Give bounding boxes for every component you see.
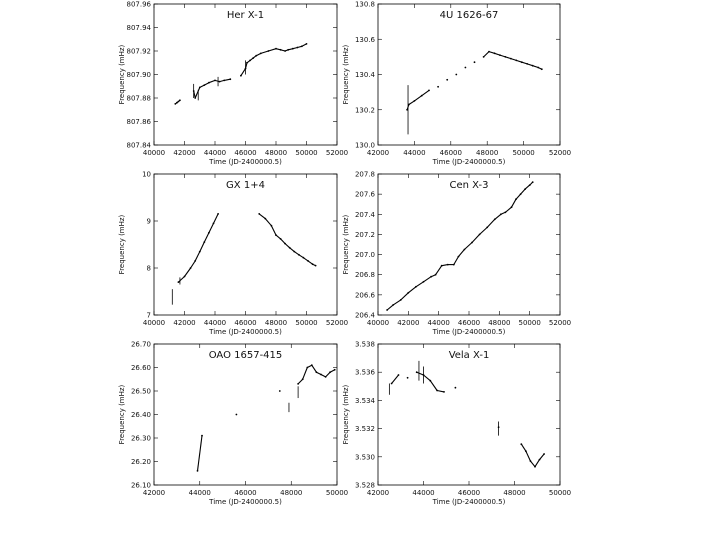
y-tick-label: 130.6	[354, 35, 375, 44]
panel-title: 4U 1626-67	[439, 10, 499, 21]
data-point	[474, 61, 476, 63]
y-tick-label: 130.2	[354, 106, 375, 115]
x-tick-label: 44000	[412, 489, 435, 497]
x-tick-label: 48000	[280, 489, 303, 497]
x-tick-label: 44000	[203, 149, 227, 157]
y-tick-label: 3.528	[354, 481, 375, 490]
y-tick-label: 207.4	[354, 210, 375, 219]
y-tick-label: 207.6	[354, 190, 375, 199]
y-tick-label: 26.50	[130, 387, 151, 396]
x-tick-label: 42000	[366, 149, 390, 157]
panel-title: OAO 1657-415	[208, 350, 283, 361]
x-tick-label: 50000	[512, 149, 535, 157]
x-tick-label: 42000	[397, 319, 420, 327]
x-tick-label: 42000	[173, 149, 196, 157]
x-tick-label: 48000	[264, 319, 288, 327]
y-tick-label: 206.8	[354, 271, 375, 280]
data-point	[407, 377, 409, 379]
x-tick-label: 46000	[457, 489, 481, 497]
y-axis-label: Frequency (mHz)	[342, 44, 350, 105]
panel-title: GX 1+4	[226, 180, 265, 191]
panel-title: Cen X-3	[449, 180, 489, 191]
y-tick-label: 807.84	[126, 141, 151, 150]
y-tick-label: 807.88	[126, 94, 151, 103]
y-tick-label: 807.94	[126, 24, 151, 32]
x-tick-label: 46000	[234, 149, 257, 157]
x-tick-label: 52000	[548, 319, 572, 327]
x-tick-label: 46000	[439, 149, 462, 157]
y-axis-label: Frequency (mHz)	[342, 214, 350, 275]
y-tick-label: 9	[146, 217, 151, 226]
x-tick-label: 48000	[503, 489, 526, 497]
y-tick-label: 8	[146, 264, 151, 273]
x-axis-label: Time (JD-2400000.5)	[209, 158, 282, 166]
x-tick-label: 50000	[325, 489, 349, 497]
x-tick-label: 40000	[366, 319, 390, 327]
x-tick-label: 52000	[548, 149, 572, 157]
x-axis-label: Time (JD-2400000.5)	[209, 498, 282, 506]
y-tick-label: 207.8	[354, 170, 375, 179]
y-axis-label: Frequency (mHz)	[118, 384, 126, 445]
x-axis-label: Time (JD-2400000.5)	[209, 328, 282, 336]
y-tick-label: 3.536	[354, 368, 375, 377]
y-axis-label: Frequency (mHz)	[342, 384, 350, 445]
x-tick-label: 46000	[234, 319, 257, 327]
y-tick-label: 130.0	[354, 141, 375, 150]
panel-title: Vela X-1	[448, 350, 490, 361]
x-tick-label: 52000	[325, 149, 349, 157]
y-tick-label: 26.30	[130, 434, 151, 443]
x-tick-label: 46000	[234, 489, 257, 497]
x-tick-label: 50000	[295, 149, 318, 157]
data-point	[455, 74, 457, 76]
x-tick-label: 40000	[142, 319, 166, 327]
x-tick-label: 44000	[403, 149, 426, 157]
y-tick-label: 207.0	[354, 251, 375, 260]
data-point	[465, 67, 467, 69]
x-tick-label: 44000	[188, 489, 211, 497]
x-tick-label: 42000	[366, 489, 390, 497]
data-point	[279, 390, 281, 392]
x-tick-label: 48000	[488, 319, 511, 327]
y-tick-label: 207.2	[354, 230, 375, 239]
y-tick-label: 26.70	[130, 340, 151, 349]
x-tick-label: 44000	[427, 319, 450, 327]
x-tick-label: 50000	[518, 319, 541, 327]
y-tick-label: 26.20	[130, 458, 151, 466]
y-tick-label: 26.60	[130, 364, 151, 372]
y-tick-label: 807.92	[126, 47, 151, 56]
y-tick-label: 807.96	[126, 0, 151, 9]
y-tick-label: 3.534	[354, 396, 375, 405]
y-axis-label: Frequency (mHz)	[118, 44, 126, 105]
y-tick-label: 7	[146, 311, 151, 320]
y-tick-label: 26.10	[130, 481, 151, 490]
y-tick-label: 130.8	[354, 0, 375, 9]
y-tick-label: 130.4	[354, 71, 375, 79]
x-tick-label: 48000	[476, 149, 499, 157]
x-tick-label: 42000	[142, 489, 166, 497]
y-tick-label: 3.532	[354, 425, 375, 434]
data-point	[437, 86, 439, 88]
y-tick-label: 3.530	[354, 453, 375, 462]
data-point	[236, 414, 238, 416]
x-tick-label: 46000	[457, 319, 481, 327]
x-tick-label: 44000	[203, 319, 227, 327]
y-tick-label: 807.90	[126, 71, 151, 79]
y-tick-label: 206.6	[354, 291, 375, 300]
panel-title: Her X-1	[226, 10, 265, 21]
data-point	[446, 79, 448, 81]
x-tick-label: 50000	[295, 319, 318, 327]
y-tick-label: 206.4	[354, 311, 375, 320]
x-axis-label: Time (JD-2400000.5)	[432, 328, 506, 336]
x-tick-label: 42000	[173, 319, 196, 327]
x-tick-label: 40000	[142, 149, 166, 157]
y-axis-label: Frequency (mHz)	[118, 214, 126, 275]
y-tick-label: 26.40	[130, 411, 151, 419]
x-tick-label: 48000	[264, 149, 288, 157]
y-tick-label: 807.86	[126, 118, 151, 126]
data-point	[455, 387, 457, 389]
x-tick-label: 52000	[325, 319, 349, 327]
x-tick-label: 50000	[548, 489, 572, 497]
y-tick-label: 10	[142, 170, 151, 179]
x-axis-label: Time (JD-2400000.5)	[432, 498, 506, 506]
x-axis-label: Time (JD-2400000.5)	[432, 158, 506, 166]
y-tick-label: 3.538	[354, 340, 375, 349]
